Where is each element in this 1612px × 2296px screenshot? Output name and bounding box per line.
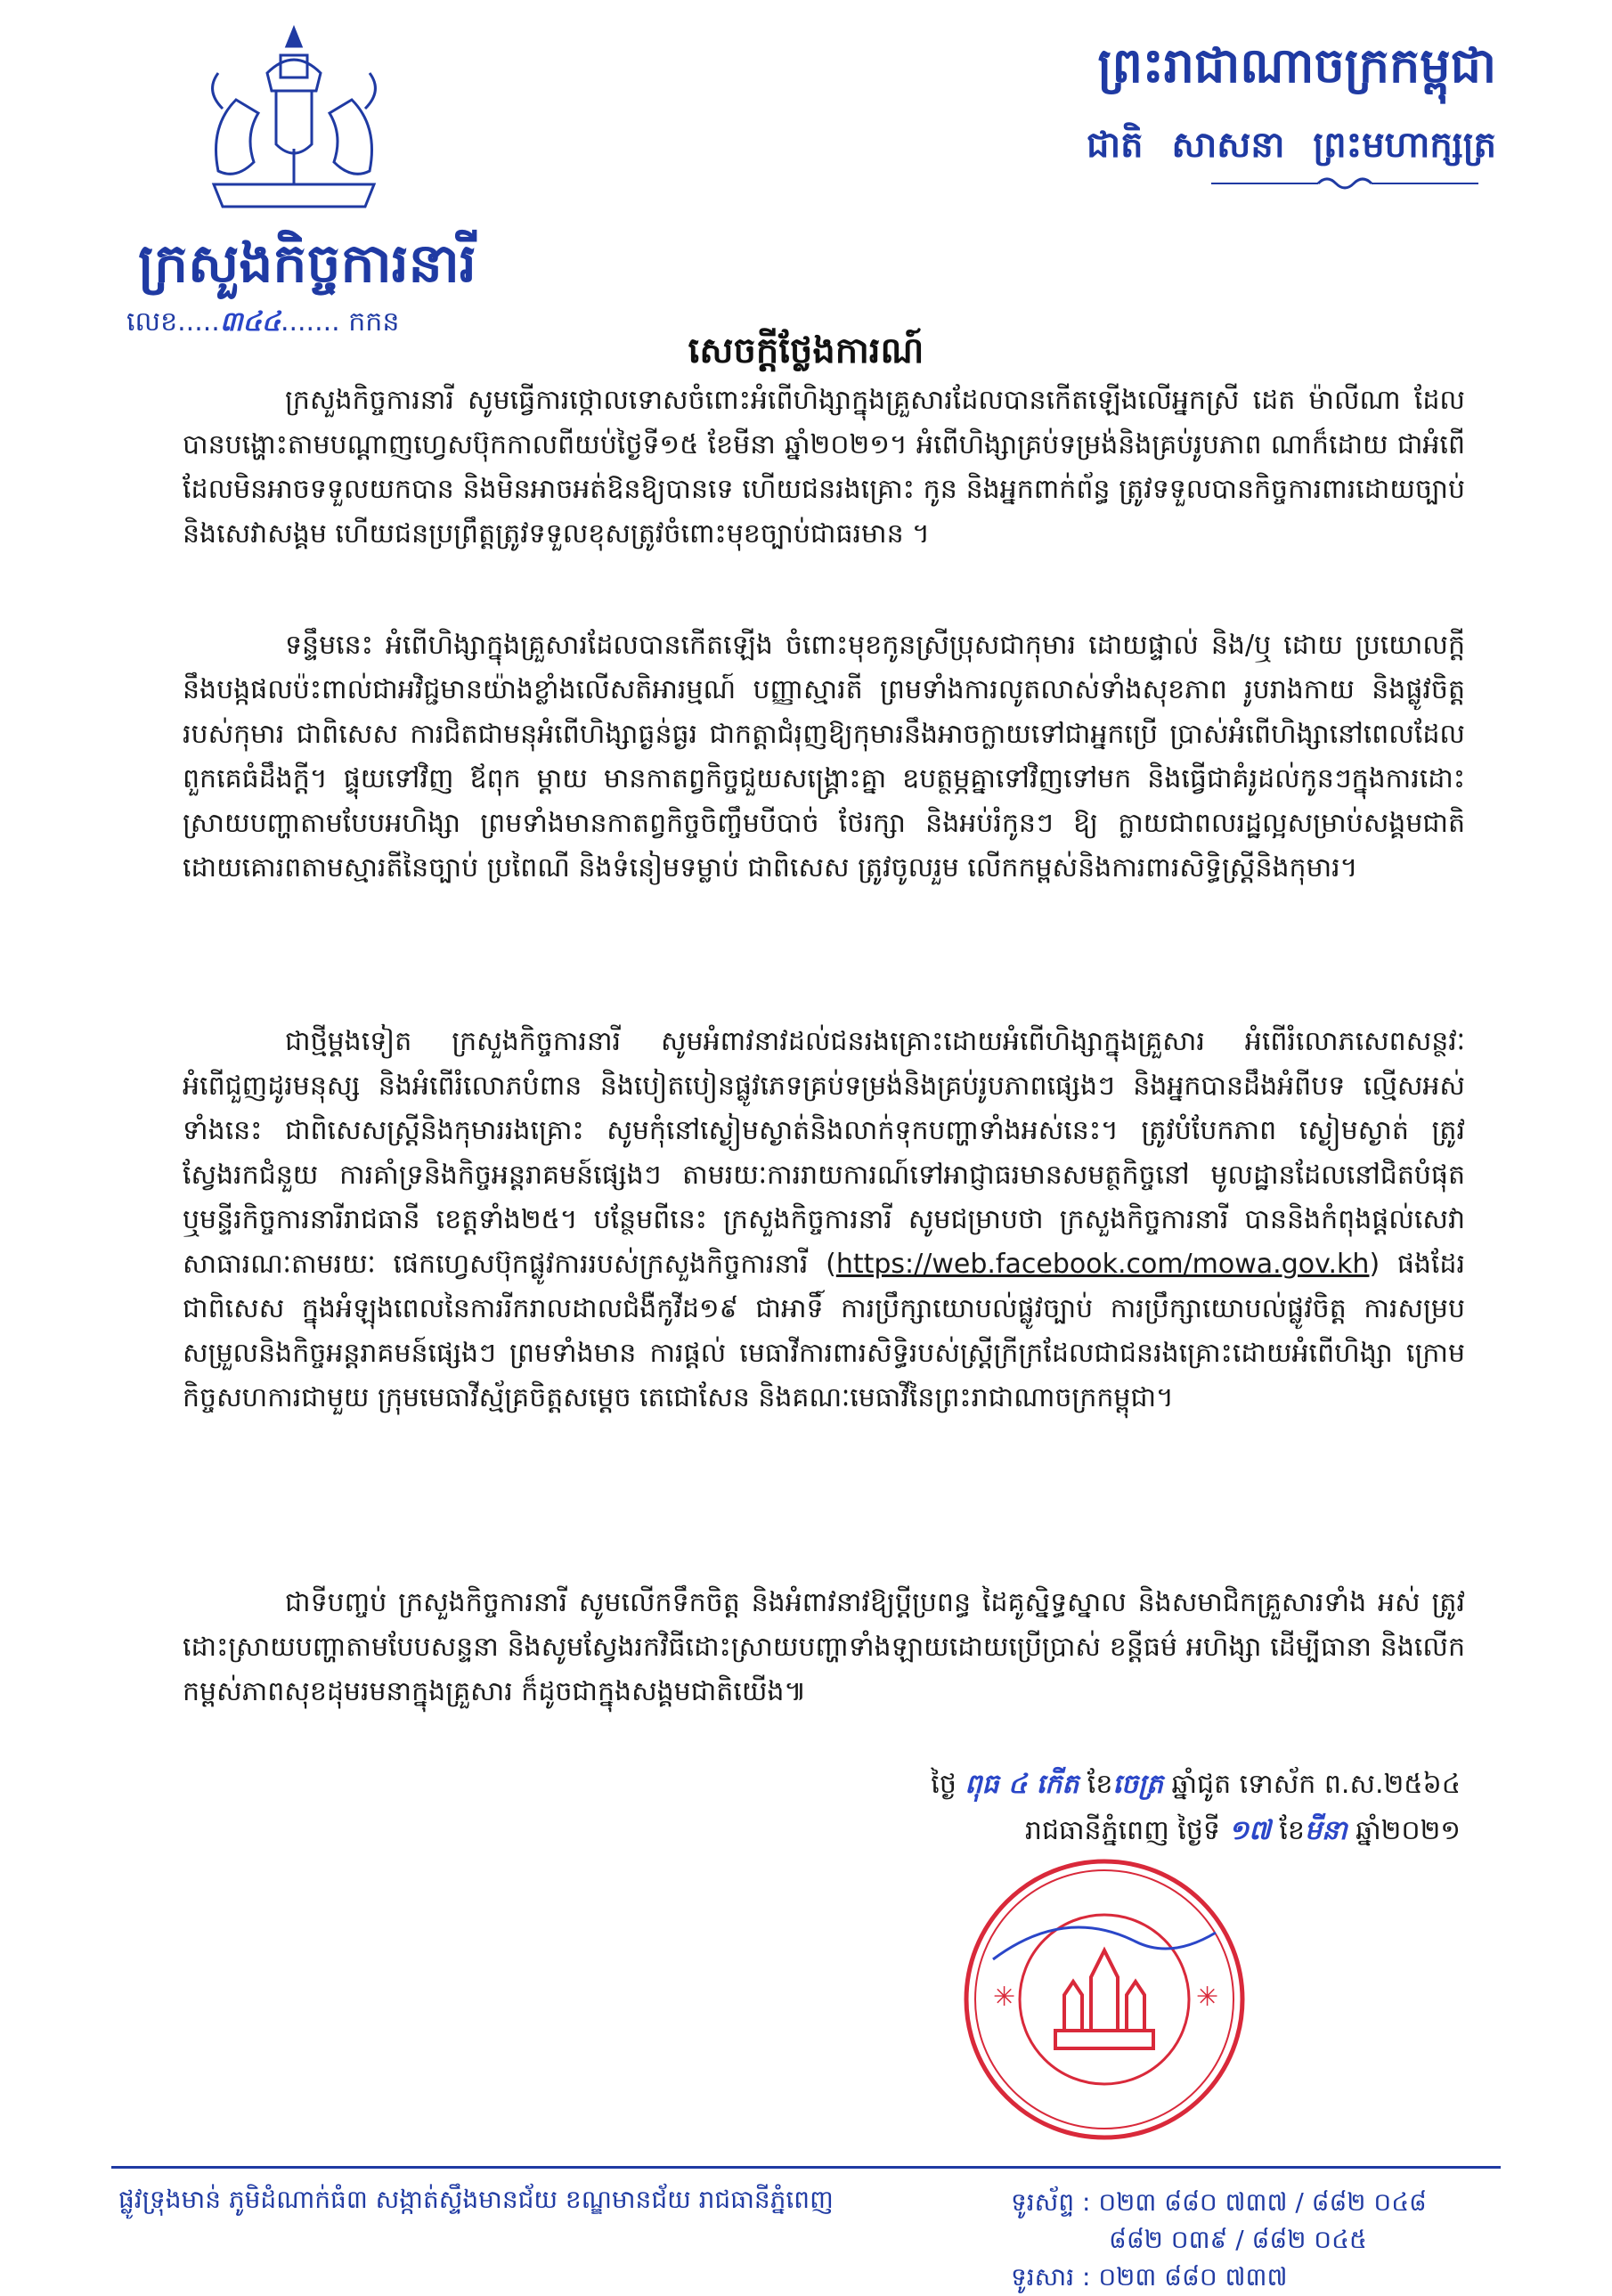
paragraph-4-text: ជាទីបញ្ចប់ ក្រសួងកិច្ចការនារី សូមលើកទឹកចិត្ត និងអំពាវនាវឱ្យប្តីប្រពន្ធ ដៃគូស្និទ្ធស្នាល និងសមាជិកគ្រួសារទាំង អស់ ត្រូវដោះស្រាយបញ្ហាតាមបែបសន្ទនា និងសូមស្វែងរកវិធីដោះស្រាយបញ្ហាទាំងឡាយដោយប្រើប្រាស់ ខន្តីធម៌ អហិង្សា ដើម្បីធានា និងលើកកម្ពស់ភាពសុខដុមរមនាក្នុងគ្រួសារ ក៏ដូចជាក្នុងសង្គមជាតិយើង៕	[183, 1587, 1465, 1707]
decorative-divider	[1211, 175, 1478, 192]
solar-day: ១៧	[1228, 1815, 1271, 1846]
paragraph-3	[183, 1020, 1465, 1421]
kingdom-header	[1087, 36, 1496, 175]
solar-date	[931, 1808, 1461, 1854]
lunar-prefix: ថ្ងៃ	[931, 1769, 957, 1800]
lunar-day: ពុធ ៤ កើត	[965, 1769, 1079, 1800]
phone-row-2: ៨៨២ ០៣៩ / ៨៨២ ០៤៥	[1109, 2225, 1367, 2254]
paragraph-3-text	[183, 1020, 1465, 1421]
letter-number-suffix: ....... កកន	[280, 306, 400, 338]
svg-text:✳: ✳	[1196, 1982, 1219, 2013]
solar-month-prefix: ខែ	[1279, 1815, 1305, 1846]
fax-row	[1011, 2259, 1427, 2296]
paragraph-3-text-a: ជាថ្មីម្តងទៀត ក្រសួងកិច្ចការនារី សូមអំពាវនាវដល់ជនរងគ្រោះដោយអំពើហិង្សាក្នុងគ្រួសារ អំពើរំលោភសេពសន្ថវៈ អំពើជួញដូរមនុស្ស និងអំពើរំលោភបំពាន និងបៀតបៀនផ្លូវភេទគ្រប់ទម្រង់និងគ្រប់រូបភាពផ្សេងៗ និងអ្នកបានដឹងអំពីបទ ល្មើសអស់ទាំងនេះ ជាពិសេសស្ត្រីនិងកុមាររងគ្រោះ សូមកុំនៅស្ងៀមស្ងាត់និងលាក់ទុកបញ្ហាទាំងអស់នេះ។ ត្រូវបំបែកភាព ស្ងៀមស្ងាត់ ត្រូវស្វែងរកជំនួយ ការគាំទ្រនិងកិច្ចអន្តរាគមន៍ផ្សេងៗ តាមរយៈការរាយការណ៍ទៅអាជ្ញាធរមានសមត្ថកិច្ចនៅ មូលដ្ឋានដែលនៅជិតបំផុត ឬមន្ទីរកិច្ចការនារីរាជធានី ខេត្តទាំង២៥។ បន្ថែមពីនេះ ក្រសួងកិច្ចការនារី សូមជម្រាបថា ក្រសួងកិច្ចការនារី បាននិងកំពុងផ្តល់សេវាសាធារណៈតាមរយៈ ផេកហ្វេសប៊ុកផ្លូវការរបស់ក្រសួងកិច្ចការនារី (	[183, 1026, 1465, 1280]
fax-label: ទូរសារ :	[1011, 2262, 1091, 2292]
letter-number-label: លេខ.....	[126, 306, 220, 338]
paragraph-3-text-b: ) ផងដែរ ជាពិសេស ក្នុងអំឡុងពេលនៃការរីករាលដាលជំងឺកូវីដ១៩ ជាអាទិ៍ ការប្រឹក្សាយោបល់ផ្លូវច្បាប់ ការប្រឹក្សាយោបល់ផ្លូវចិត្ត ការសម្របសម្រួលនិងកិច្ចអន្តរាគមន៍ផ្សេងៗ ព្រមទាំងមាន ការផ្តល់ មេធាវីការពារសិទ្ធិរបស់ស្ត្រីក្រីក្រដែលជាជនរងគ្រោះដោយអំពើហិង្សា ក្រោមកិច្ចសហការជាមួយ ក្រុមមេធាវីស្ម័គ្រចិត្តសម្តេច តេជោសែន និងគណៈមេធាវីនៃព្រះរាជាណាចក្រកម្ពុជា។	[183, 1249, 1465, 1413]
lunar-month: ចេត្រ	[1112, 1769, 1163, 1800]
phone-label: ទូរស័ព្ទ :	[1011, 2187, 1091, 2217]
paragraph-1	[183, 379, 1465, 557]
paragraph-1-text: ក្រសួងកិច្ចការនារី សូមធ្វើការថ្កោលទោសចំពោះអំពើហិង្សាក្នុងគ្រួសារដែលបានកើតឡើងលើអ្នកស្រី ដេត ម៉ាលីណា ដែលបានបង្ហោះតាមបណ្តាញហ្វេសប៊ុកកាលពីយប់ថ្ងៃទី១៥ ខែមីនា ឆ្នាំ២០២១។ អំពើហិង្សាគ្រប់ទម្រង់និងគ្រប់រូបភាព ណាក៏ដោយ ជាអំពើដែលមិនអាចទទួលយកបាន និងមិនអាចអត់ឱនឱ្យបានទេ ហើយជនរងគ្រោះ កូន និងអ្នកពាក់ព័ន្ធ ត្រូវទទួលបានកិច្ចការពារដោយច្បាប់និងសេវាសង្គម ហើយជនប្រព្រឹត្តត្រូវទទួលខុសត្រូវចំពោះមុខច្បាប់ជាធរមាន ។	[183, 385, 1465, 550]
official-seal-stamp	[957, 1852, 1251, 2146]
solar-month: មីនា	[1304, 1815, 1347, 1846]
footer-divider	[111, 2166, 1501, 2169]
footer-contact	[1011, 2184, 1427, 2296]
lunar-month-prefix: ខែ	[1087, 1769, 1113, 1800]
facebook-link[interactable]: https://web.facebook.com/mowa.gov.kh	[835, 1249, 1370, 1280]
document-title: សេចក្តីថ្លែងការណ៍	[688, 330, 924, 371]
paragraph-2	[183, 623, 1465, 891]
paragraph-4	[183, 1581, 1465, 1714]
royal-coat-of-arms-emblem	[183, 20, 405, 224]
solar-year: ឆ្នាំ២០២១	[1356, 1815, 1461, 1846]
lunar-date	[931, 1762, 1461, 1808]
city-prefix: រាជធានីភ្នំពេញ ថ្ងៃទី	[1024, 1815, 1220, 1846]
kingdom-title: ព្រះរាជាណាចក្រកម្ពុជា	[1097, 37, 1496, 94]
ministry-name: ក្រសួងកិច្ចការនារី	[138, 232, 476, 295]
phone-numbers-1: ០២៣ ៨៨០ ៧៣៧ / ៨៨២ ០៤៨	[1098, 2187, 1427, 2217]
lunar-year: ឆ្នាំជូត ទោស័ក ព.ស.២៥៦៤	[1171, 1769, 1461, 1800]
phone-row-1	[1011, 2184, 1427, 2221]
letter-number-value: ៣៤៤	[219, 306, 281, 338]
svg-text:✳: ✳	[993, 1982, 1016, 2013]
paragraph-2-text: ទន្ទឹមនេះ អំពើហិង្សាក្នុងគ្រួសារដែលបានកើតឡើង ចំពោះមុខកូនស្រីប្រុសជាកុមារ ដោយផ្ទាល់ និង/ឬ ដោយ ប្រយោលក្តី នឹងបង្កផលប៉ះពាល់ជាអវិជ្ជមានយ៉ាងខ្លាំងលើសតិអារម្មណ៍ បញ្ញាស្មារតី ព្រមទាំងការលូតលាស់ទាំងសុខភាព រូបរាងកាយ និងផ្លូវចិត្តរបស់កុមារ ជាពិសេស ការជិតជាមនុអំពើហិង្សាធ្ងន់ធ្ងរ ជាកត្តាជំរុញឱ្យកុមារនឹងអាចក្លាយទៅជាអ្នកប្រើ ប្រាស់អំពើហិង្សានៅពេលដែលពួកគេធំដឹងក្តី។ ផ្ទុយទៅវិញ ឪពុក ម្តាយ មានកាតព្វកិច្ចជួយសង្គ្រោះគ្នា ឧបត្ថម្ភគ្នាទៅវិញទៅមក និងធ្វើជាគំរូដល់កូនៗក្នុងការដោះស្រាយបញ្ហាតាមបែបអហិង្សា ព្រមទាំងមានកាតព្វកិច្ចចិញ្ចឹមបីបាច់ ថែរក្សា និងអប់រំកូនៗ ឱ្យ ក្លាយជាពលរដ្ឋល្អសម្រាប់សង្គមជាតិដោយគោរពតាមស្មារតីនៃច្បាប់ ប្រពៃណី និងទំនៀមទម្លាប់ ជាពិសេស ត្រូវចូលរួម លើកកម្ពស់និងការពារសិទ្ធិស្ត្រីនិងកុមារ។	[183, 630, 1465, 883]
fax-number: ០២៣ ៨៨០ ៧៣៧	[1098, 2262, 1288, 2292]
kingdom-motto: ជាតិ សាសនា ព្រះមហាក្សត្រ	[1087, 124, 1496, 166]
date-block	[931, 1762, 1461, 1854]
footer-address: ផ្លូវទ្រុងមាន់ ភូមិដំណាក់ធំ៣ សង្កាត់ស្ទឹងមានជ័យ ខណ្ឌមានជ័យ រាជធានីភ្នំពេញ	[118, 2185, 834, 2214]
